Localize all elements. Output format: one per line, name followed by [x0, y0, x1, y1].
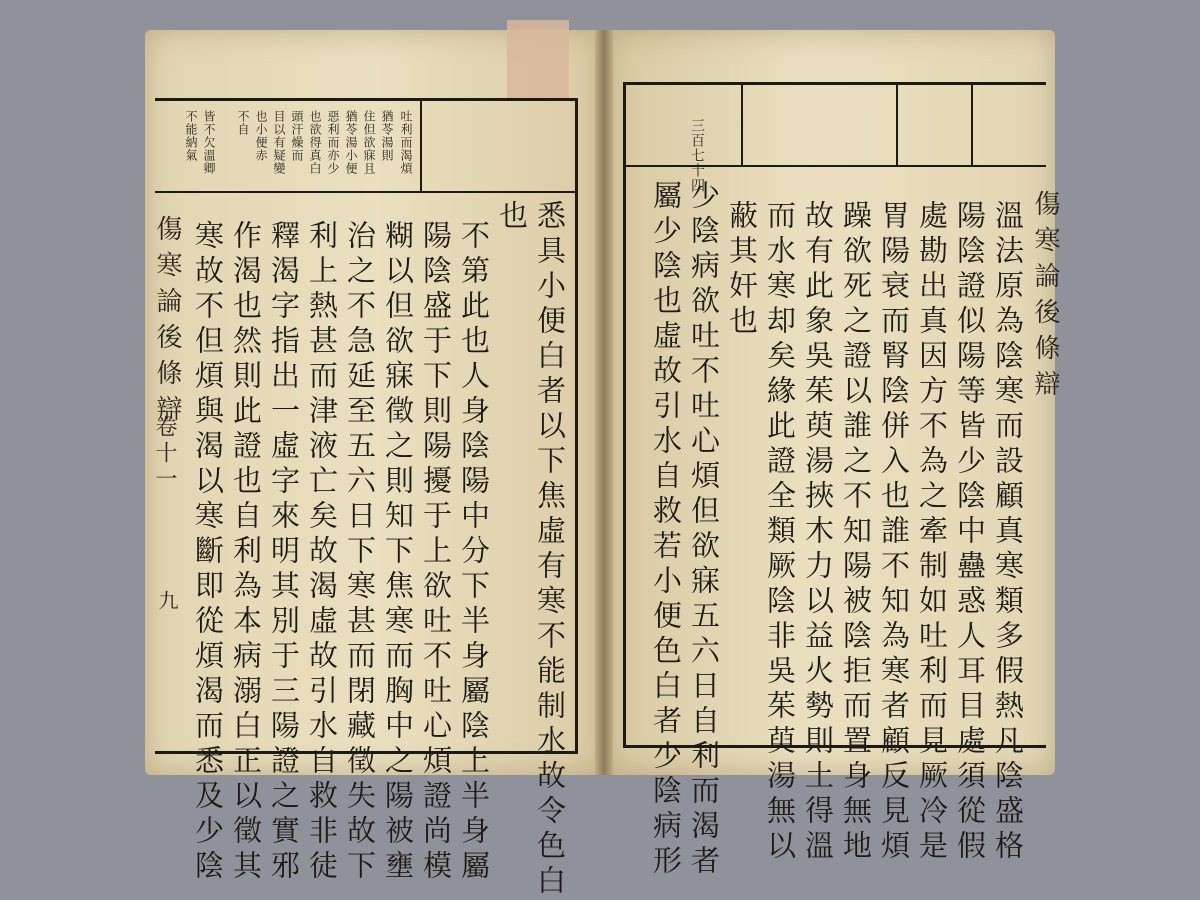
text-column: 蔽其奸也	[725, 200, 759, 340]
text-column: 處勘出真因方不為之牽制如吐利而見厥冷是	[915, 200, 949, 865]
text-column: 也	[495, 200, 529, 235]
open-book	[135, 20, 1060, 900]
book-gutter	[595, 30, 613, 775]
text-column: 躁欲死之證以誰之不知陽被陰拒而置身無地	[839, 200, 873, 865]
right-band-divider	[896, 85, 898, 165]
text-column: 而水寒却矣緣此證全類厥陰非吳茱萸湯無以	[763, 200, 797, 865]
note-col: 惡利而亦少	[326, 110, 340, 175]
text-column: 利上熱甚而津液亡矣故渴虛故引水自救非徒	[305, 220, 339, 885]
text-column: 溫法原為陰寒而設顧真寒類多假熱凡陰盛格	[991, 200, 1025, 865]
note-col: 猶苓湯小便	[344, 110, 358, 175]
margin-title: 傷寒論後條辯	[1030, 190, 1060, 406]
text-column: 陽陰盛于下則陽擾于上欲吐不吐心煩證尚模	[419, 220, 453, 885]
margin-title: 傷寒論後條辯	[152, 215, 182, 431]
left-band-divider	[420, 101, 422, 191]
text-column: 悉具小便白者以下焦虛有寒不能制水故令色白	[533, 200, 567, 900]
text-column: 寒故不但煩與渴以寒斷即從煩渴而悉及少陰	[191, 220, 225, 885]
note-col: 也欲得真白	[308, 110, 322, 175]
note-col: 皆不欠溫卿	[202, 110, 216, 175]
volume-label: 卷十一	[152, 415, 177, 493]
text-column: 治之不急延至五六日下寒甚而閉藏徵失故下	[343, 220, 377, 885]
section-number: 三百七十四	[689, 118, 705, 193]
text-column: 糊以但欲寐徵之則知下焦寒而胸中之陽被壅	[381, 220, 415, 885]
text-column: 作渴也然則此證也自利為本病溺白正以徵其	[229, 220, 263, 885]
text-column: 少陰病欲吐不吐心煩但欲寐五六日自利而渴者	[687, 180, 721, 880]
text-column: 故有此象吳茱萸湯挾木力以益火勢則土得溫	[801, 200, 835, 865]
right-band-divider	[741, 85, 743, 165]
note-col: 不能納氣	[184, 110, 198, 162]
note-col: 猶苓湯則	[380, 110, 394, 162]
note-col: 目以有疑變	[272, 110, 286, 175]
text-column: 不第此也人身陰陽中分下半身屬陰上半身屬	[457, 220, 491, 885]
right-band-divider	[971, 85, 973, 165]
text-column: 屬少陰也虛故引水自救若小便色白者少陰病形	[649, 180, 683, 880]
page-number: 九	[155, 590, 179, 620]
note-col: 頭汗燥而	[290, 110, 304, 162]
note-col: 也小便赤	[254, 110, 268, 162]
text-column: 胃陽衰而腎陰併入也誰不知為寒者顧反見煩	[877, 200, 911, 865]
text-column: 陽陰證似陽等皆少陰中蠱惑人耳目處須從假	[953, 200, 987, 865]
text-column: 釋渴字指出一虛字來明其別于三陽證之實邪	[267, 220, 301, 885]
note-col: 住但欲寐且	[362, 110, 376, 175]
note-col: 吐利而渴煩	[399, 110, 413, 175]
paper-tab	[507, 20, 569, 100]
note-col: 不自	[236, 110, 250, 136]
